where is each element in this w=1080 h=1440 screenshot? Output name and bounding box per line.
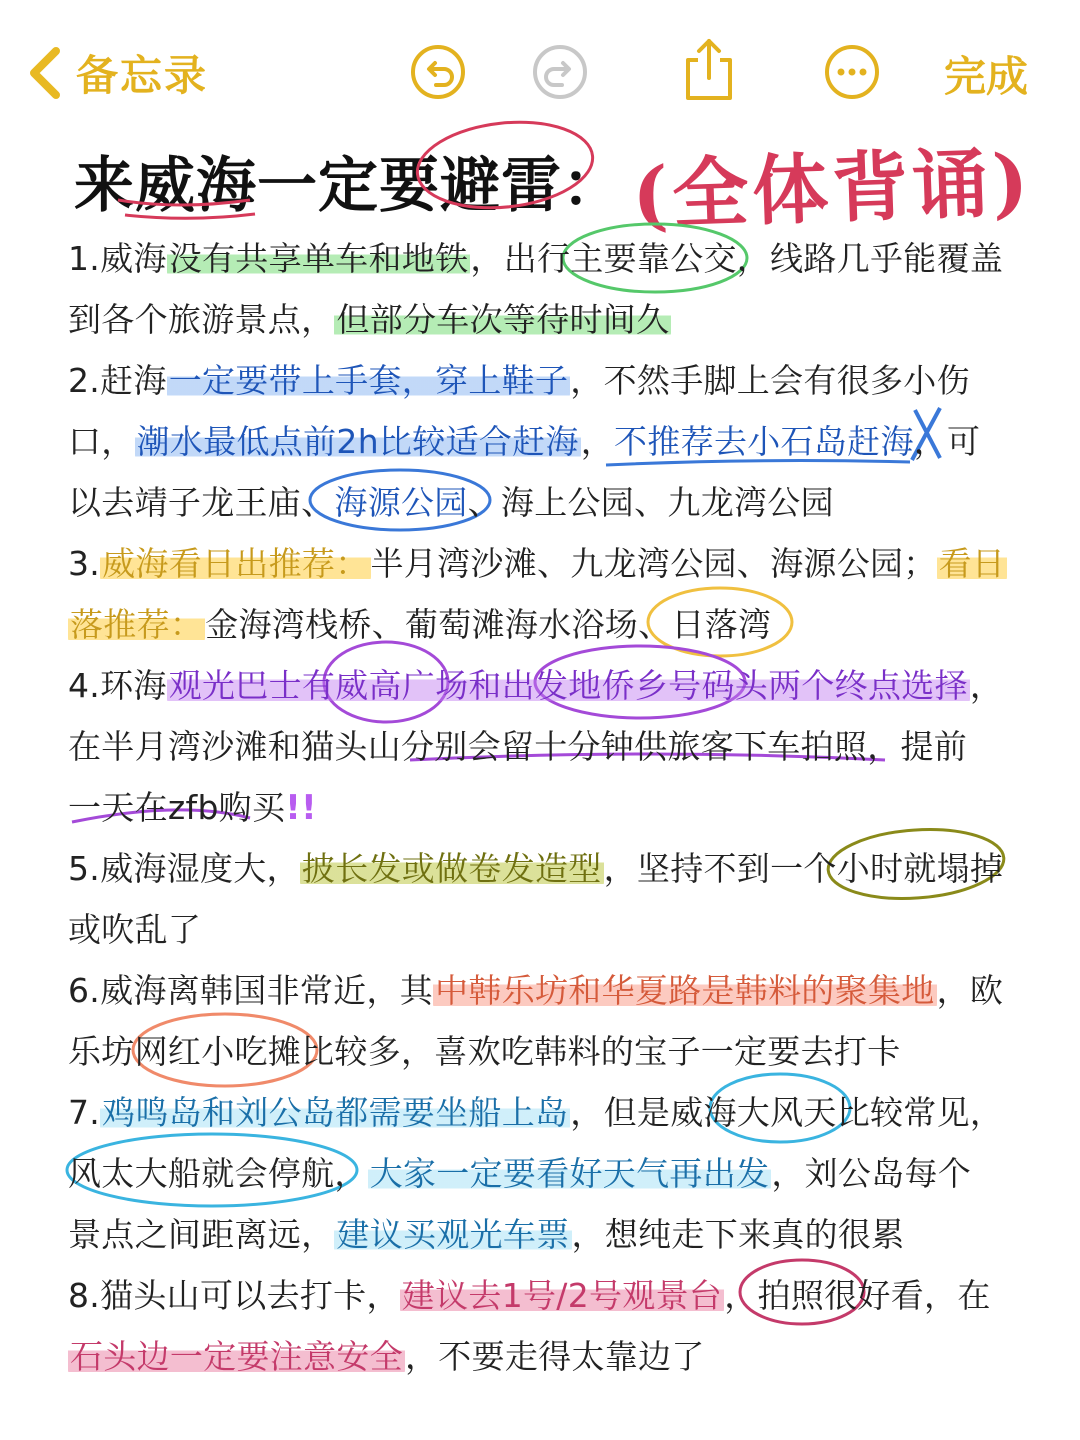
note-line: 以去靖子龙王庙、海源公园、海上公园、九龙湾公园: [68, 483, 834, 522]
note-body: [68, 228, 1018, 1387]
recite-stamp: (全体背诵): [630, 137, 1034, 240]
note-line: 乐坊网红小吃摊比较多，喜欢吃韩料的宝子一定要去打卡: [68, 1032, 901, 1071]
exclamation-marks: !!: [285, 788, 317, 828]
note-line: 2.赶海一定要带上手套，穿上鞋子，不然手脚上会有很多小伤: [68, 361, 970, 400]
note-line: 5.威海湿度大，披长发或做卷发造型，坚持不到一个小时就塌掉: [68, 849, 1004, 888]
note-line: 8.猫头山可以去打卡，建议去1号/2号观景台，拍照很好看，在: [68, 1276, 991, 1315]
chevron-left-icon: [22, 45, 66, 101]
back-button[interactable]: [22, 40, 208, 106]
done-button[interactable]: 完成: [943, 52, 1028, 101]
note-line: 落推荐：金海湾栈桥、葡萄滩海水浴场、日落湾: [70, 605, 772, 644]
redo-icon[interactable]: [530, 42, 590, 102]
more-icon[interactable]: [822, 42, 882, 102]
note-title: 来威海一定要避雷：: [74, 151, 623, 221]
note-line: 在半月湾沙滩和猫头山分别会留十分钟供旅客下车拍照，提前: [68, 727, 968, 766]
note-line: 7.鸡鸣岛和刘公岛都需要坐船上岛，但是威海大风天比较常见，: [68, 1093, 1004, 1132]
note-line: 4.环海观光巴士有威高广场和出发地侨乡号码头两个终点选择，: [68, 666, 1004, 705]
share-icon[interactable]: [678, 36, 740, 102]
note-line: 一天在zfb购买!!: [68, 788, 317, 828]
note-title-row: [74, 128, 1034, 240]
note-line: 到各个旅游景点，但部分车次等待时间久: [68, 300, 670, 339]
note-line: 风太大船就会停航，大家一定要看好天气再出发，刘公岛每个: [68, 1154, 972, 1193]
note-line: 6.威海离韩国非常近，其中韩乐坊和华夏路是韩料的聚集地，欧: [68, 971, 1004, 1010]
note-line: 口，潮水最低点前2h比较适合赶海，不推荐去小石岛赶海，可: [68, 422, 981, 461]
undo-icon[interactable]: [408, 42, 468, 102]
back-label: 备忘录: [76, 51, 209, 100]
note-line: 1.威海没有共享单车和地铁，出行主要靠公交，线路几乎能覆盖: [68, 239, 1004, 278]
note-line: 景点之间距离远，建议买观光车票，想纯走下来真的很累: [68, 1215, 905, 1254]
note-line: 或吹乱了: [68, 910, 202, 949]
toolbar: [0, 0, 1080, 140]
note-line: 石头边一定要注意安全，不要走得太靠边了: [70, 1337, 705, 1376]
note-line: 3.威海看日出推荐：半月湾沙滩、九龙湾公园、海源公园；看日: [68, 544, 1006, 583]
